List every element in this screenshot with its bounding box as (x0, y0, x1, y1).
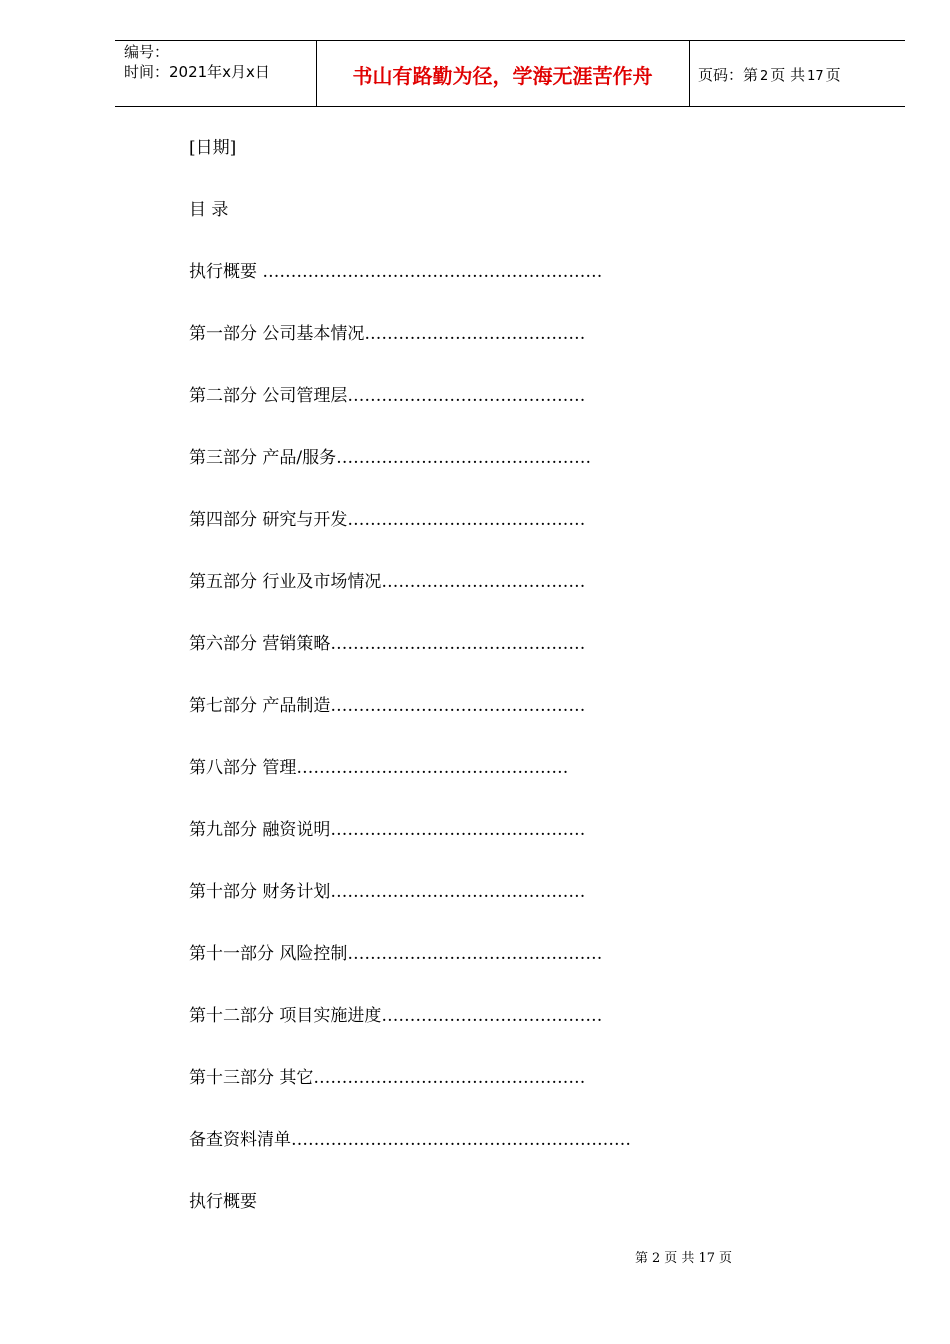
toc-entry-leader: ……………………………………… (330, 882, 586, 902)
number-label: 编号： (124, 43, 170, 61)
footer-suffix: 页 (718, 1251, 732, 1266)
toc-entry (189, 633, 585, 655)
page-total: 17 (807, 69, 824, 84)
toc-entry (189, 943, 602, 965)
footer-prefix: 第 (635, 1251, 649, 1266)
toc-entry (189, 509, 585, 531)
toc-entry-label: 第十三部分 其它 (189, 1068, 314, 1088)
footer-mid: 页 共 (664, 1251, 695, 1266)
page-suffix: 页 (825, 66, 841, 84)
toc-entry-label: 第十二部分 项目实施进度 (189, 1006, 382, 1026)
toc-entry-label: 第七部分 产品制造 (189, 696, 331, 716)
header-meta (124, 41, 314, 82)
toc-entry-label: 第三部分 产品/服务 (189, 448, 337, 468)
toc-title: 目 录 (189, 200, 229, 220)
toc-entry-leader: ……………………………………… (330, 696, 586, 716)
toc-entry (189, 757, 568, 779)
toc-entry-label: 第五部分 行业及市场情况 (189, 572, 382, 592)
toc-entry-leader: ……………………………………… (330, 634, 586, 654)
toc-entry-leader: …………………………………… (347, 386, 586, 406)
toc-entry (189, 571, 585, 593)
toc-entry (189, 447, 591, 469)
toc-entry-label: 第二部分 公司管理层 (189, 386, 348, 406)
toc-entry-label: 执行概要 (189, 262, 263, 282)
toc-entry (189, 1067, 585, 1089)
header-motto: 书山有路勤为径，学海无涯苦作舟 (352, 64, 653, 88)
footer-total: 17 (698, 1251, 715, 1266)
toc-entry-leader: …………………………………………………… (262, 262, 603, 282)
toc-entry-label: 第一部分 公司基本情况 (189, 324, 365, 344)
toc-entry-label: 备查资料清单 (189, 1130, 291, 1150)
page-footer (633, 1247, 734, 1266)
footer-current: 2 (652, 1251, 661, 1266)
header-page-number (698, 41, 841, 107)
toc-entry-leader: ………………………………… (364, 324, 586, 344)
toc-entry-leader: …………………………………………………… (291, 1130, 631, 1150)
toc-entry-label: 第十一部分 风险控制 (189, 944, 348, 964)
toc-entry-label: 第十部分 财务计划 (189, 882, 331, 902)
header-divider (689, 41, 690, 107)
toc-entry (189, 1129, 631, 1151)
toc-entry-leader: ……………………………………… (336, 448, 592, 468)
toc-entry-leader: ……………………………… (381, 572, 586, 592)
time-label: 时间：2021年x月x日 (124, 63, 270, 81)
toc-entry-label: 第四部分 研究与开发 (189, 510, 348, 530)
toc-entry-leader: ………………………………………… (313, 1068, 586, 1088)
page-mid: 页 共 (770, 66, 806, 84)
toc-entry-leader: ……………………………………… (330, 820, 586, 840)
toc-entry-leader: ……………………………………… (347, 944, 603, 964)
toc-entry (189, 1005, 602, 1027)
toc-entry-label: 第六部分 营销策略 (189, 634, 331, 654)
toc-entry (189, 695, 585, 717)
date-placeholder: [日期] (189, 138, 237, 158)
section-heading: 执行概要 (189, 1192, 257, 1212)
toc-entry-leader: ………………………………… (381, 1006, 603, 1026)
toc-entry (189, 881, 585, 903)
page-prefix: 页码：第 (698, 66, 759, 84)
toc-entry-label: 第九部分 融资说明 (189, 820, 331, 840)
page-header (115, 40, 905, 107)
toc-entry (189, 385, 585, 407)
toc-entry (189, 261, 602, 283)
toc-entry (189, 323, 585, 345)
toc-entry (189, 819, 585, 841)
toc-entry-label: 第八部分 管理 (189, 758, 297, 778)
page-current: 2 (760, 69, 769, 84)
toc-entry-leader: …………………………………… (347, 510, 586, 530)
toc-entry-leader: ………………………………………… (296, 758, 569, 778)
